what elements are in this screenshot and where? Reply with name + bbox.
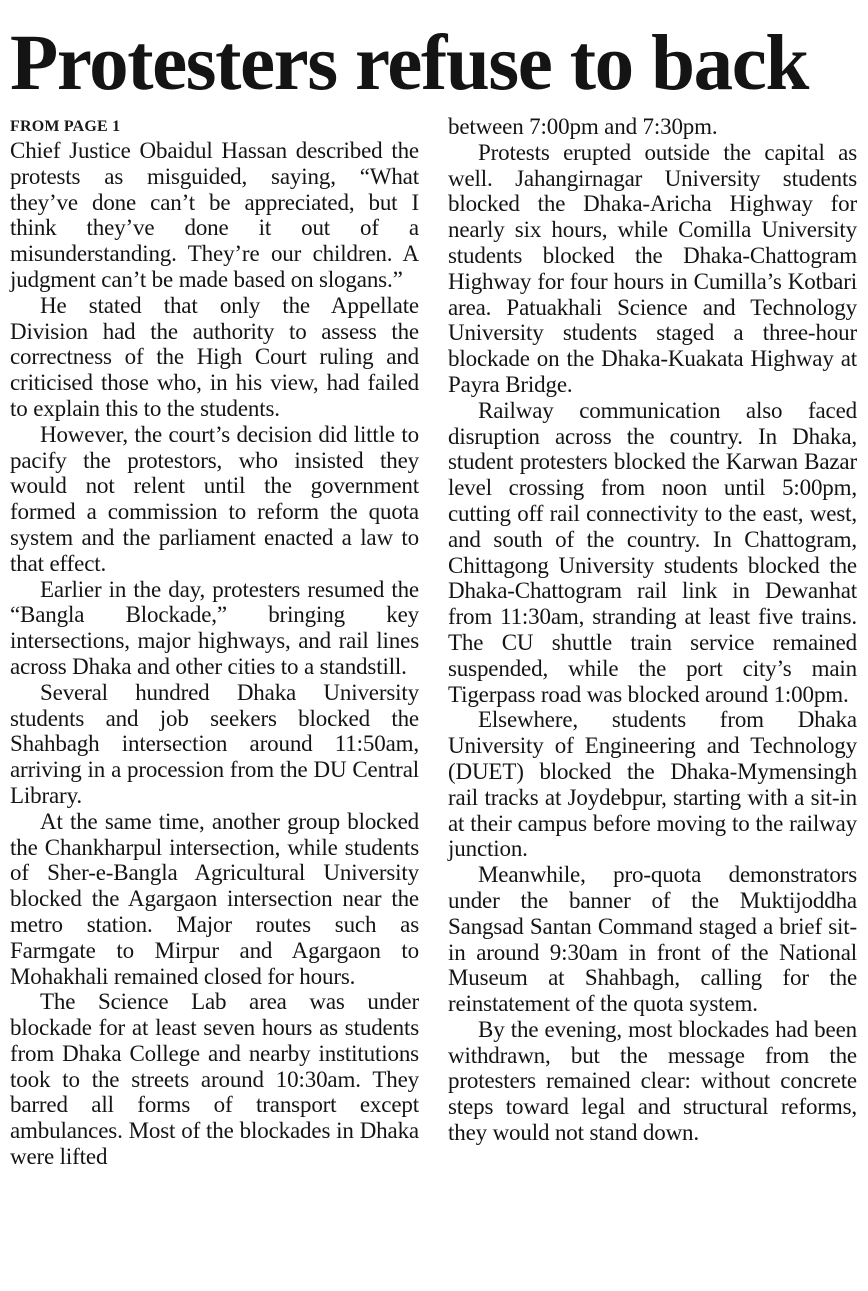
paragraph: At the same time, another group blocked the Chankharpul intersection, while students of Sher-e-Bangla Agricultural University blocked the Agargaon intersection near the metro station. Major routes such as Farmgate to Mirpur and Agargaon to Mohakhali remained closed for hours.: [10, 808, 419, 989]
paragraph: He stated that only the Appellate Division had the authority to assess the correctness of the High Court ruling and criticised those who, in his view, had failed to explain this to the students.: [10, 292, 419, 421]
paragraph: Protests erupted outside the capital as well. Jahangirnagar University students blocked the Dhaka-Aricha Highway for nearly six hours, while Comilla University students blocked the Dhaka-Chattogram Highway for four hours in Cumilla’s Kotbari area. Patuakhali Science and Technology University students staged a three-hour blockade on the Dhaka-Kuakata Highway at Payra Bridge.: [448, 139, 857, 397]
paragraph: Meanwhile, pro-quota demonstrators under the banner of the Muktijoddha Sangsad Santan Command staged a brief sit-in around 9:30am in front of the National Museum at Shahbagh, calling for the reinstatement of the quota system.: [448, 862, 857, 1017]
paragraph: between 7:00pm and 7:30pm.: [448, 114, 718, 139]
paragraph: By the evening, most blockades had been withdrawn, but the message from the protesters remained clear: without concrete steps toward legal and structural reforms, they would not stand down.: [448, 1016, 857, 1146]
paragraph: The Science Lab area was under blockade for at least seven hours as students from Dhaka College and nearby institutions took to the streets around 10:30am. They barred all forms of transport except ambulances. Most of the blockades in Dhaka were lifted: [10, 989, 419, 1170]
article-column-right: [448, 114, 857, 1146]
jump-line: FROM PAGE 1: [10, 118, 121, 135]
article-column-left: [10, 116, 419, 1170]
paragraph: Several hundred Dhaka University students and job seekers blocked the Shahbagh intersection around 11:50am, arriving in a procession from the DU Central Library.: [10, 679, 419, 808]
paragraph: Railway communication also faced disruption across the country. In Dhaka, student protesters blocked the Karwan Bazar level crossing from noon until 5:00pm, cutting off rail connectivity to the east, west, and south of the country. In Chattogram, Chittagong University students blocked the Dhaka-Chattogram rail link in Dewanhat from 11:30am, stranding at least five trains. The CU shuttle train service remained suspended, while the port city’s main Tigerpass road was blocked around 1:00pm.: [448, 397, 857, 707]
paragraph: However, the court’s decision did little to pacify the protestors, who insisted they would not relent until the government formed a commission to reform the quota system and the parliament enacted a law to that effect.: [10, 421, 419, 576]
paragraph: Earlier in the day, protesters resumed the “Bangla Blockade,” bringing key intersections, major highways, and rail lines across Dhaka and other cities to a standstill.: [10, 576, 419, 679]
headline: Protesters refuse to back: [10, 20, 808, 107]
paragraph: Chief Justice Obaidul Hassan described the protests as misguided, saying, “What they’ve done can’t be appreciated, but I think they’ve done it out of a misunderstanding. They’re our children. A judgment can’t be made based on slogans.”: [10, 138, 419, 292]
paragraph: Elsewhere, students from Dhaka University of Engineering and Technology (DUET) blocked the Dhaka-Mymensingh rail tracks at Joydebpur, starting with a sit-in at their campus before moving to the railway junction.: [448, 707, 857, 862]
